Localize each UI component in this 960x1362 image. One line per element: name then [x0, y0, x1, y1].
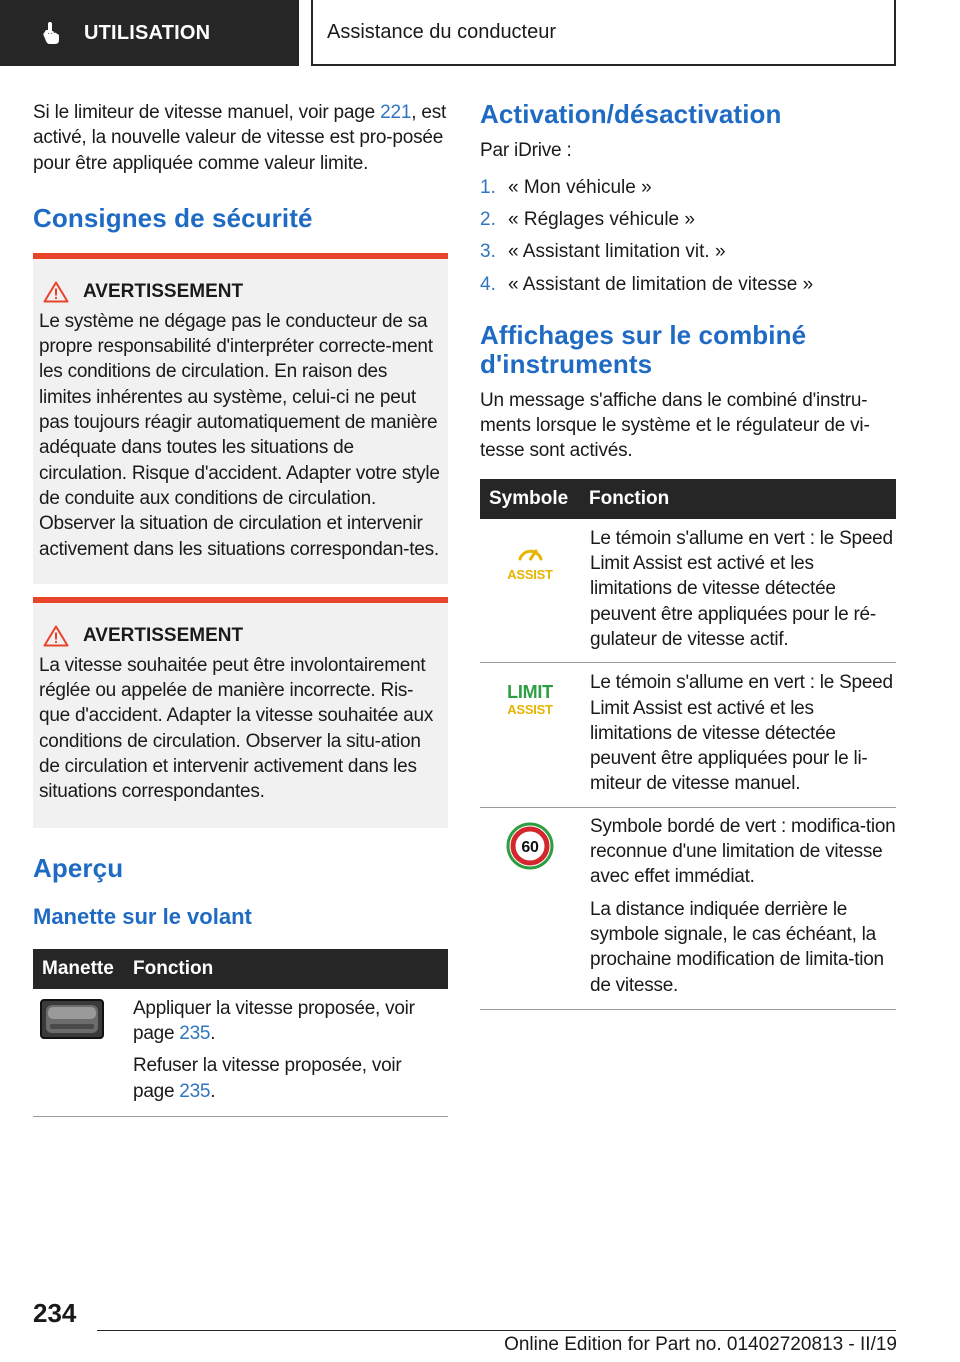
- page-number: 234: [33, 1298, 77, 1328]
- step-number: 1.: [480, 177, 496, 199]
- limit-icon-label: LIMIT: [507, 682, 553, 703]
- steering-function-cell: [124, 989, 448, 1117]
- step-text: « Réglages véhicule »: [508, 209, 695, 231]
- list-item: [480, 175, 896, 200]
- assist-gauge-icon: [500, 539, 560, 590]
- table-row: [33, 989, 448, 1117]
- page-link-235[interactable]: 235: [179, 1080, 211, 1102]
- function-cell: [580, 663, 896, 807]
- list-item: [480, 272, 896, 297]
- page-link-221[interactable]: 221: [380, 102, 412, 123]
- right-column: [480, 100, 896, 1010]
- speed-sign-distance-note: La distance indiquée derrière le symbole signale, le cas échéant, la prochaine modification de limita-tion de vitesse.: [590, 898, 884, 996]
- symbol-cell: [480, 807, 580, 1009]
- list-item: [480, 239, 896, 264]
- function-cell: [580, 519, 896, 663]
- warning-title-1: [39, 281, 442, 303]
- symbol-col-symbole: Symbole: [480, 479, 580, 519]
- speed-sign-description: Symbole bordé de vert : modifica-tion reconnue d'une limitation de vitesse avec effet immédiat.: [590, 815, 896, 888]
- symbol-cell: [480, 519, 580, 663]
- display-heading: Affichages sur le combiné d'instruments: [480, 319, 807, 379]
- limit-assist-icon-label: ASSIST: [507, 702, 553, 718]
- section-header: [0, 0, 299, 66]
- page-link-235[interactable]: 235: [179, 1022, 211, 1044]
- steering-function-apply: [133, 996, 444, 1047]
- warning-title-2: [39, 625, 442, 647]
- table-row: [480, 663, 896, 807]
- steps-list: [480, 175, 896, 297]
- intro-text-end: , est activé, la nouvelle valeur de vitesse est pro-posée pour être appliquée comme valeur limite.: [33, 102, 447, 174]
- refuse-text: Refuser la vitesse proposée, voir page: [133, 1055, 402, 1102]
- steering-wheel-rocker-button-icon: [40, 999, 104, 1046]
- symbol-col-fonction: Fonction: [580, 479, 896, 519]
- warning-triangle-icon: [43, 281, 69, 303]
- speed-limit-sign-icon: [506, 822, 554, 877]
- apply-text: Appliquer la vitesse proposée, voir page: [133, 997, 415, 1044]
- chapter-title: Assistance du conducteur: [327, 20, 557, 43]
- step-number: 4.: [480, 273, 496, 295]
- warning-title-text-2: AVERTISSEMENT: [83, 624, 244, 646]
- step-text: « Assistant limitation vit. »: [508, 241, 726, 263]
- warning-box-2: [33, 597, 448, 828]
- intro-paragraph: [33, 100, 448, 176]
- hand-pointer-icon: [42, 21, 60, 45]
- symbol-table: [480, 479, 896, 1010]
- steering-col-fonction: Fonction: [124, 949, 448, 989]
- steering-function-refuse: [133, 1053, 444, 1104]
- steering-icon-cell: [33, 989, 124, 1117]
- apply-text-end: .: [210, 1022, 216, 1044]
- steering-heading: Manette sur le volant: [33, 903, 252, 929]
- warning-text-2: La vitesse souhaitée peut être involontairement réglée ou appelée de manière incorrecte. Ris-que d'accident. Adapter la vitesse souhaitée aux conditions de circulation. Observer la situ-ation de circulation et intervenir activement dans les situations correspondantes.: [39, 654, 434, 803]
- speed-sign-label: 60: [521, 838, 539, 856]
- chapter-header: [311, 0, 896, 66]
- warning-title-text-1: AVERTISSEMENT: [83, 280, 244, 302]
- display-intro: Un message s'affiche dans le combiné d'instru-ments lorsque le système et le régulateur de vi-tesse sont activés.: [480, 389, 870, 462]
- footer-divider: [97, 1330, 896, 1331]
- steering-table: [33, 949, 448, 1117]
- safety-heading: Consignes de sécurité: [33, 202, 313, 233]
- warning-box-1: [33, 253, 448, 584]
- step-number: 3.: [480, 241, 496, 263]
- footer-edition: Online Edition for Part no. 01402720813 - II/19: [504, 1334, 897, 1355]
- steering-col-manette: Manette: [33, 949, 124, 989]
- limit-assist-description: Le témoin s'allume en vert : le Speed Limit Assist est activé et les limitations de vitesse détectée peuvent être appliquées pour le li-miteur de vitesse manuel.: [590, 672, 893, 795]
- symbol-cell: [480, 663, 580, 807]
- section-title: UTILISATION: [84, 21, 211, 44]
- warning-text-1: Le système ne dégage pas le conducteur de sa propre responsabilité d'interpréter correcte-ment les conditions de circulation. En raison des limites inhérentes au système, celui-ci ne peut pas toujours réagir automatiquement de manière adéquate dans toutes les situations de circulation. Risque d'accident. Adapter votre style de conduite aux conditions de circulation. Observer la situation de circulation et intervenir activement dans les situations correspondan-tes.: [39, 310, 440, 560]
- step-text: « Assistant de limitation de vitesse »: [508, 273, 814, 295]
- table-row: [480, 519, 896, 663]
- step-text: « Mon véhicule »: [508, 177, 652, 199]
- left-column: [33, 100, 448, 1117]
- assist-icon-label: ASSIST: [507, 566, 553, 582]
- warning-triangle-icon: [43, 625, 69, 647]
- activation-heading: Activation/désactivation: [480, 99, 782, 129]
- function-cell: [580, 807, 896, 1009]
- refuse-text-end: .: [210, 1080, 216, 1102]
- via-idrive: Par iDrive :: [480, 140, 572, 161]
- list-item: [480, 207, 896, 232]
- assist-description: Le témoin s'allume en vert : le Speed Limit Assist est activé et les limitations de vitesse détectée peuvent être appliquées pour le ré-gulateur de vitesse actif.: [590, 527, 893, 650]
- intro-text: Si le limiteur de vitesse manuel, voir page: [33, 102, 381, 123]
- overview-heading: Aperçu: [33, 852, 124, 883]
- step-number: 2.: [480, 209, 496, 231]
- table-row: [480, 807, 896, 1009]
- limit-assist-icon: [500, 681, 560, 728]
